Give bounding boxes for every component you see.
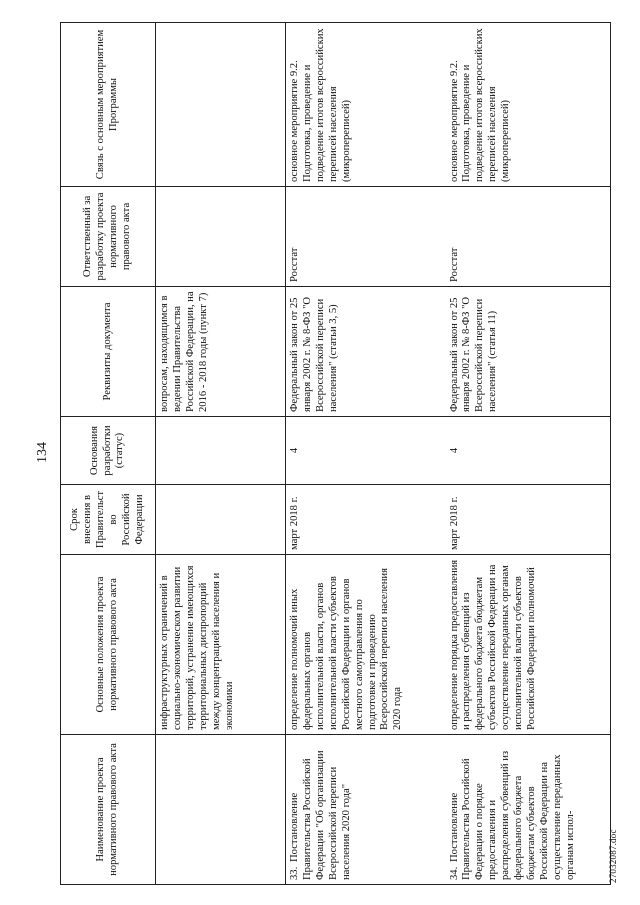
cell-deadline: март 2018 г. (446, 485, 611, 555)
cell-provisions: инфраструктурных ограничений в социально-экономическом развитии территорий, устранение имеющихся территориальных диспропорций между концентрацией населения и экономики (156, 555, 286, 735)
cell-responsible (156, 187, 286, 287)
row-number: 34. (448, 866, 460, 880)
table-row (446, 23, 611, 885)
program-acts-table (60, 22, 611, 885)
cell-basis: 4 (286, 417, 446, 485)
header-deadline: Срок внесения в Правительство Российской Федерации (61, 485, 156, 555)
name-text: Постановление Правительства Российской Федерации "Об организации Всероссийской переписи населения 2020 года" (289, 750, 352, 880)
cell-link: основное мероприятие 9.2. Подготовка, проведение и подведение итогов всероссийских переписей населения (микропереписей) (286, 23, 446, 187)
cell-requisites: Федеральный закон от 25 января 2002 г. № 8-ФЗ "О Всероссийской переписи населения" (статьи 3, 5) (286, 287, 446, 417)
cell-responsible: Росстат (286, 187, 446, 287)
footer-doc-code: 27032087.doc (608, 829, 618, 883)
cell-deadline (156, 485, 286, 555)
cell-name (446, 735, 611, 885)
table-header-row (61, 23, 156, 885)
header-responsible: Ответственный за разработку проекта нормативного правового акта (61, 187, 156, 287)
cell-name (156, 735, 286, 885)
row-number: 33. (289, 866, 300, 880)
cell-link: основное мероприятие 9.2. Подготовка, проведение и подведение итогов всероссийских переписей населения (микропереписей) (446, 23, 611, 187)
page-number: 134 (35, 442, 50, 463)
cell-basis (156, 417, 286, 485)
header-link: Связь с основным мероприятием Программы (61, 23, 156, 187)
header-basis: Основания разработки (статус) (61, 417, 156, 485)
cell-requisites: вопросам, находящимся в ведении Правительства Российской Федерации, на 2016 - 2018 годы (пункт 7) (156, 287, 286, 417)
cell-responsible: Росстат (446, 187, 611, 287)
cell-provisions: определение порядка предоставления и распределения субвенций из федерального бюджета бюджетам субъектов Российской Федерации на осуществление переданных органам исполнительной власти субъектов Российской Федерации полномочий (446, 555, 611, 735)
cell-requisites: Федеральный закон от 25 января 2002 г. № 8-ФЗ "О Всероссийской переписи населения" (статья 11) (446, 287, 611, 417)
header-provisions: Основные положения проекта нормативного правового акта (61, 555, 156, 735)
cell-link (156, 23, 286, 187)
cell-name (286, 735, 446, 885)
header-requisites: Реквизиты документа (61, 287, 156, 417)
cell-basis: 4 (446, 417, 611, 485)
name-text: Постановление Правительства Российской Федерации о порядке предоставления и распределения субвенций из федерального бюджета бюджетам субъектов Российской Федерации на осуществление переданных органам испол- (448, 750, 576, 880)
cell-provisions: определение полномочий иных федеральных органов исполнительной власти, органов исполнительной власти субъектов Российской Федерации и органов местного самоуправления по подготовке и проведению Всероссийской переписи населения 2020 года (286, 555, 446, 735)
table-row (286, 23, 446, 885)
table-row (156, 23, 286, 885)
cell-deadline: март 2018 г. (286, 485, 446, 555)
header-name: Наименование проекта нормативного правового акта (61, 735, 156, 885)
